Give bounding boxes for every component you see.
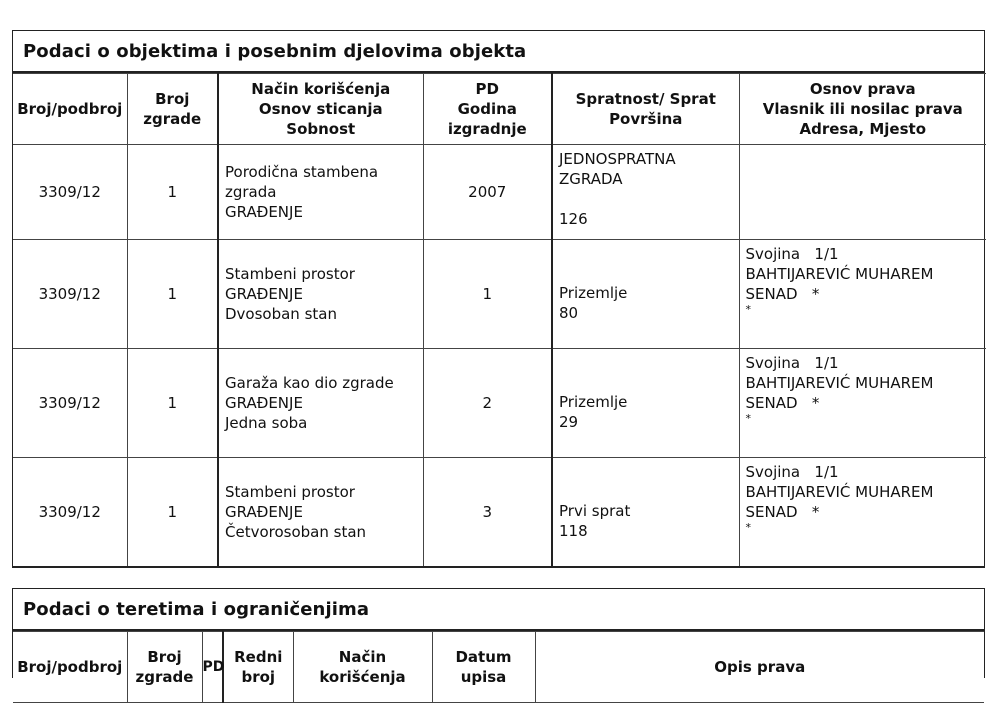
table-row <box>13 145 986 240</box>
cell-osnov-prava: Svojina 1/1 BAHTIJAREVIĆ MUHAREM SENAD * * <box>739 240 986 349</box>
encumbrances-header-row <box>13 632 984 703</box>
cell-osnov-prava: Svojina 1/1 BAHTIJAREVIĆ MUHAREM SENAD * * <box>739 349 986 458</box>
cell-spratnost: Prizemlje 80 <box>552 240 739 349</box>
encumbrances-grid <box>13 631 984 703</box>
header-nacin-koriscenja: Način korišćenja <box>293 632 432 703</box>
objects-header-row <box>13 74 986 145</box>
cell-pd-godina: 2007 <box>423 145 552 240</box>
header-nacin-koriscenja: Način korišćenja Osnov sticanja Sobnost <box>218 74 423 145</box>
table-row <box>13 349 986 458</box>
cell-osnov-prava: Svojina 1/1 BAHTIJAREVIĆ MUHAREM SENAD * * <box>739 458 986 567</box>
header-broj-podbroj: Broj/podbroj <box>13 632 127 703</box>
cell-broj-zgrade: 1 <box>127 145 218 240</box>
cell-spratnost: Prvi sprat 118 <box>552 458 739 567</box>
header-osnov-prava: Osnov prava Vlasnik ili nosilac prava Adresa, Mjesto <box>739 74 986 145</box>
header-pd-godina: PD Godina izgradnje <box>423 74 552 145</box>
table-row <box>13 240 986 349</box>
cell-broj-podbroj: 3309/12 <box>13 349 127 458</box>
cell-nacin: Stambeni prostor GRAĐENJE Četvorosoban stan <box>218 458 423 567</box>
cell-osnov-prava <box>739 145 986 240</box>
encumbrances-table-title: Podaci o teretima i ograničenjima <box>13 589 984 631</box>
encumbrances-table <box>12 588 985 686</box>
cell-pd-godina: 3 <box>423 458 552 567</box>
cell-nacin: Porodična stambena zgrada GRAĐENJE <box>218 145 423 240</box>
header-broj-zgrade: Broj zgrade <box>127 74 218 145</box>
cell-broj-podbroj: 3309/12 <box>13 240 127 349</box>
cell-spratnost: JEDNOSPRATNA ZGRADA 126 <box>552 145 739 240</box>
cell-pd-godina: 2 <box>423 349 552 458</box>
objects-table-title: Podaci o objektima i posebnim djelovima objekta <box>13 31 984 73</box>
cell-broj-zgrade: 1 <box>127 349 218 458</box>
header-redni-broj: Redni broj <box>223 632 293 703</box>
table-row <box>13 458 986 567</box>
cell-broj-zgrade: 1 <box>127 240 218 349</box>
header-pd: PD <box>202 632 223 703</box>
header-broj-podbroj: Broj/podbroj <box>13 74 127 145</box>
cell-pd-godina: 1 <box>423 240 552 349</box>
header-spratnost: Spratnost/ Sprat Površina <box>552 74 739 145</box>
objects-table <box>12 30 985 568</box>
cell-broj-zgrade: 1 <box>127 458 218 567</box>
header-datum-upisa: Datum upisa <box>432 632 535 703</box>
cell-nacin: Stambeni prostor GRAĐENJE Dvosoban stan <box>218 240 423 349</box>
cell-spratnost: Prizemlje 29 <box>552 349 739 458</box>
cell-broj-podbroj: 3309/12 <box>13 145 127 240</box>
header-broj-zgrade: Broj zgrade <box>127 632 202 703</box>
objects-grid <box>13 73 986 566</box>
cell-broj-podbroj: 3309/12 <box>13 458 127 567</box>
cell-nacin: Garaža kao dio zgrade GRAĐENJE Jedna soba <box>218 349 423 458</box>
header-opis-prava: Opis prava <box>535 632 984 703</box>
